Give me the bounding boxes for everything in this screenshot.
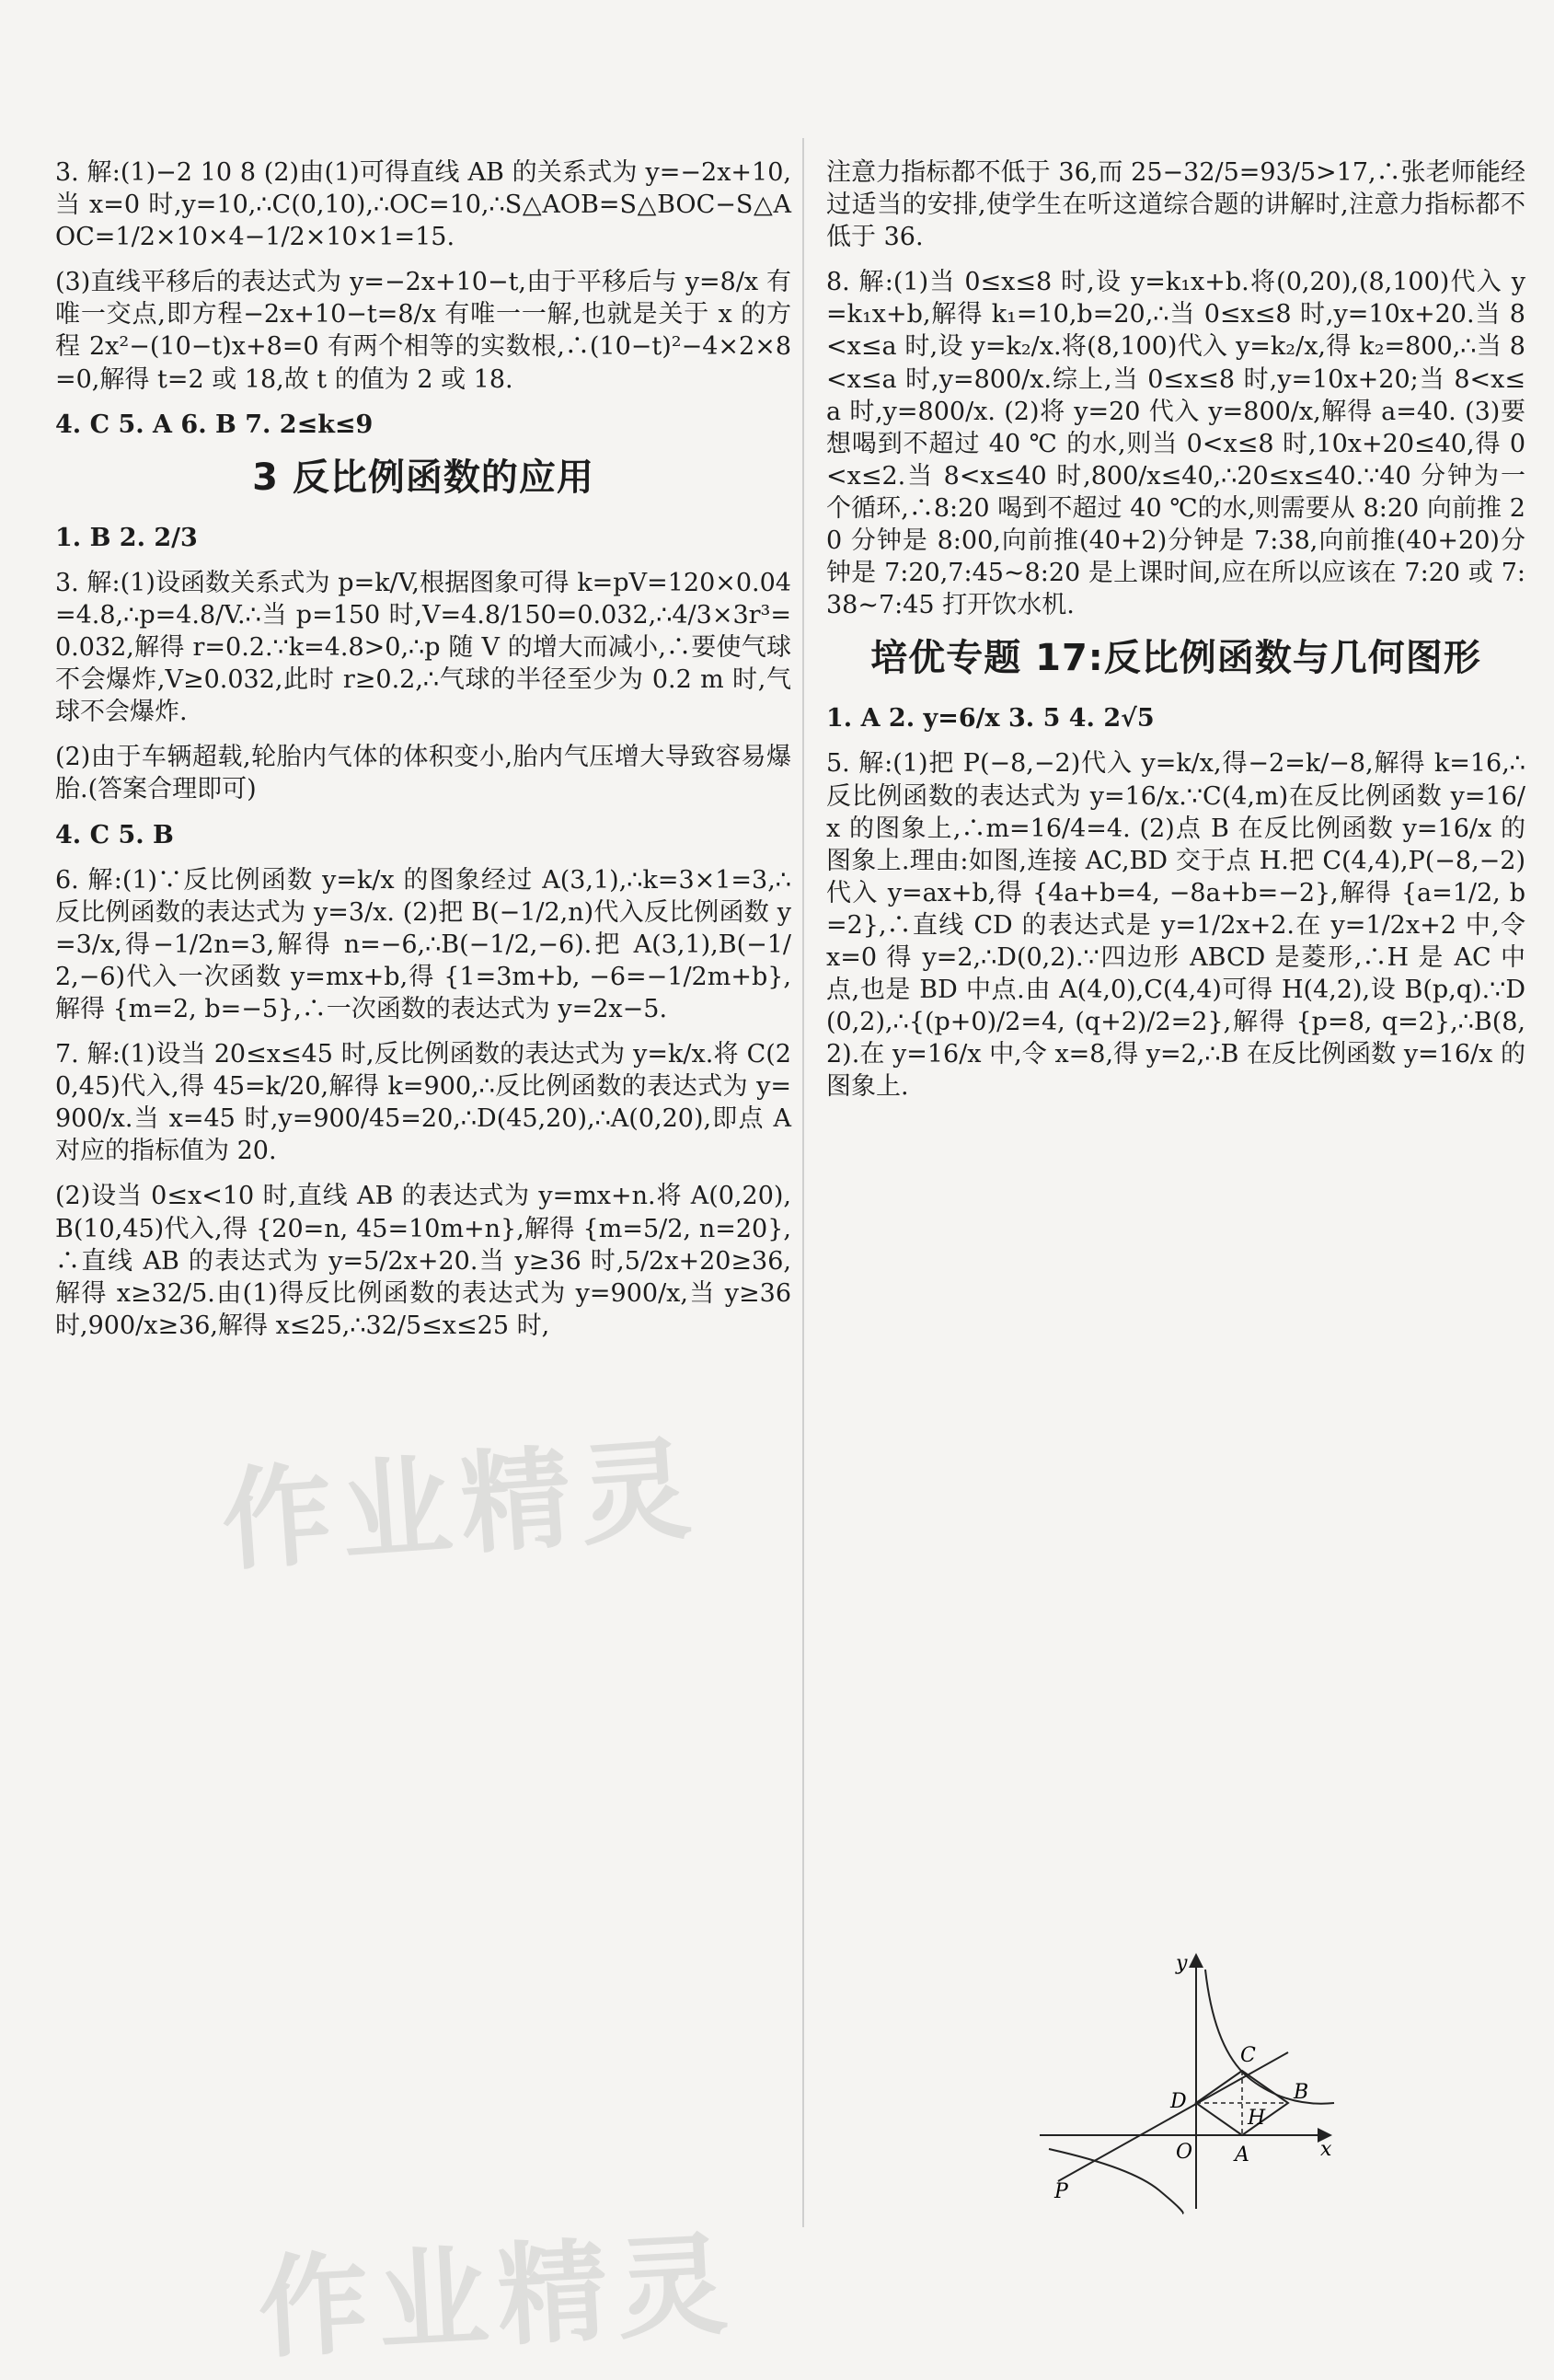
label-y: y: [1176, 1952, 1188, 1975]
answer-7-continued: 注意力指标都不低于 36,而 25−32/5=93/5>17,∴张老师能经过适当的安排,使学生在听这道综合题的讲解时,注意力指标都不低于 36.: [826, 158, 1525, 252]
answers-4-5: 4. C 5. B: [55, 820, 174, 849]
figure-svg: [1021, 1942, 1353, 2218]
right-column: [826, 156, 1525, 1115]
answer-special-5: 5. 解:(1)把 P(−8,−2)代入 y=k/x,得−2=k/−8,解得 k=16,∴反比例函数的表达式为 y=16/x.∵C(4,m)在反比例函数 y=16/x 的图象上,∴m=16/4=4. (2)点 B 在反比例函数 y=16/x 的图象上.理由:如图,连接 AC,BD 交于点 H.把 C(4,4),P(−8,−2)代入 y=ax+b,得 {4a+b=4, −8a+b=−2},解得 {a=1/2, b=2},∴直线 CD 的表达式是 y=1/2x+2.在 y=1/2x+2 中,令 x=0 得 y=2,∴D(0,2).∵四边形 ABCD 是菱形,∴H 是 AC 中点,也是 BD 中点.由 A(4,0),C(4,4)可得 H(4,2),设 B(p,q).∵D(0,2),∴{(p+0)/2=4, (q+2)/2=2},解得 {p=8, q=2},∴B(8,2).在 y=16/x 中,令 x=8,得 y=2,∴B 在反比例函数 y=16/x 的图象上.: [826, 749, 1525, 1102]
answer-3-part-3: (3)直线平移后的表达式为 y=−2x+10−t,由于平移后与 y=8/x 有唯一交点,即方程−2x+10−t=8/x 有唯一一解,也就是关于 x 的方程 2x²−(10−t)x+8=0 有两个相等的实数根,∴(10−t)²−4×2×8=0,解得 t=2 或 18,故 t 的值为 2 或 18.: [55, 268, 791, 394]
section-title-inverse-proportion-application: 3 反比例函数的应用: [252, 456, 594, 499]
watermark-bottom: 作业精灵: [255, 2221, 740, 2374]
answer-7-part-2: (2)设当 0≤x<10 时,直线 AB 的表达式为 y=mx+n.将 A(0,20),B(10,45)代入,得 {20=n, 45=10m+n},解得 {m=5/2, n=20},∴直线 AB 的表达式为 y=5/2x+20.当 y≥36 时,5/2x+20≥36,解得 x≥32/5.由(1)得反比例函数的表达式为 y=900/x,当 y≥36 时,900/x≥36,解得 x≤25,∴32/5≤x≤25 时,: [55, 1182, 791, 1340]
column-divider: [802, 138, 804, 2227]
label-a: A: [1235, 2143, 1249, 2166]
label-o: O: [1176, 2141, 1193, 2164]
answers-4-7: 4. C 5. A 6. B 7. 2≤k≤9: [55, 410, 374, 439]
label-c: C: [1240, 2044, 1256, 2067]
answer-8: 8. 解:(1)当 0≤x≤8 时,设 y=k₁x+b.将(0,20),(8,100)代入 y=k₁x+b,解得 k₁=10,b=20,∴当 0≤x≤8 时,y=10x+20.当 8<x≤a 时,设 y=k₂/x.将(8,100)代入 y=k₂/x,得 k₂=800,∴当 8<x≤a 时,y=800/x.综上,当 0≤x≤8 时,y=10x+20;当 8<x≤a 时,y=800/x. (2)将 y=20 代入 y=800/x,解得 a=40. (3)要想喝到不超过 40 ℃ 的水,则当 0<x≤8 时,10x+20≤40,得 0<x≤2.当 8<x≤40 时,800/x≤40,∴20≤x≤40.∵40 分钟为一个循环,∴8:20 喝到不超过 40 ℃的水,则需要从 8:20 向前推 20 分钟是 8:00,向前推(40+2)分钟是 7:38,向前推(40+20)分钟是 7:20,7:45~8:20 是上课时间,应在所以应该在 7:20 或 7:38~7:45 打开饮水机.: [826, 268, 1525, 620]
answer-3-part-2-tire: (2)由于车辆超载,轮胎内气体的体积变小,胎内气压增大导致容易爆胎.(答案合理即可): [55, 743, 791, 804]
label-x: x: [1320, 2138, 1332, 2161]
answer-7-part-1: 7. 解:(1)设当 20≤x≤45 时,反比例函数的表达式为 y=k/x.将 C(20,45)代入,得 45=k/20,解得 k=900,∴反比例函数的表达式为 y=900/x.当 x=45 时,y=900/45=20,∴D(45,20),∴A(0,20),即点 A 对应的指标值为 20.: [55, 1040, 791, 1166]
label-p: P: [1054, 2180, 1068, 2203]
label-b: B: [1294, 2081, 1309, 2104]
watermark-middle: 作业精灵: [217, 1426, 704, 1587]
answers-special-1-4: 1. A 2. y=6/x 3. 5 4. 2√5: [826, 704, 1155, 734]
hyperbola-branch-2: [1049, 2149, 1183, 2213]
left-column: [55, 156, 791, 1355]
section-title-special-topic-17: 培优专题 17:反比例函数与几何图形: [870, 637, 1481, 680]
answer-3-part-1-2: 3. 解:(1)−2 10 8 (2)由(1)可得直线 AB 的关系式为 y=−2x+10,当 x=0 时,y=10,∴C(0,10),∴OC=10,∴S△AOB=S△BOC−S△AOC=1/2×10×4−1/2×10×1=15.: [55, 158, 791, 252]
answer-6: 6. 解:(1)∵反比例函数 y=k/x 的图象经过 A(3,1),∴k=3×1=3,∴反比例函数的表达式为 y=3/x. (2)把 B(−1/2,n)代入反比例函数 y=3/x,得−1/2n=3,解得 n=−6,∴B(−1/2,−6).把 A(3,1),B(−1/2,−6)代入一次函数 y=mx+b,得 {1=3m+b, −6=−1/2m+b},解得 {m=2, b=−5},∴一次函数的表达式为 y=2x−5.: [55, 865, 791, 1023]
label-h: H: [1248, 2107, 1266, 2130]
answer-3-balloon: 3. 解:(1)设函数关系式为 p=k/V,根据图象可得 k=pV=120×0.04=4.8,∴p=4.8/V.∴当 p=150 时,V=4.8/150=0.032,∴4/3×3r³=0.032,解得 r=0.2.∵k=4.8>0,∴p 随 V 的增大而减小,∴要使气球不会爆炸,V≥0.032,此时 r≥0.2,∴气球的半径至少为 0.2 m 时,气球不会爆炸.: [55, 568, 791, 727]
geometry-figure: [1021, 1942, 1353, 2222]
label-d: D: [1170, 2090, 1187, 2113]
answers-1-2: 1. B 2. 2/3: [55, 523, 198, 552]
